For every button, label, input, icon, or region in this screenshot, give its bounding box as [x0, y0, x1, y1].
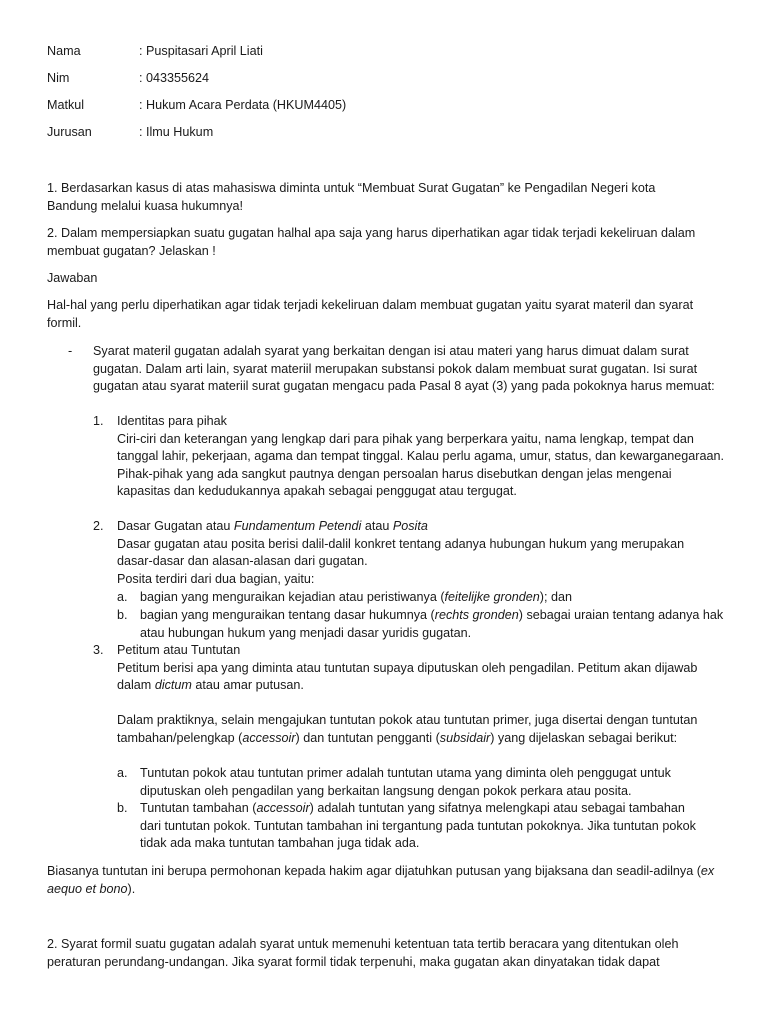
item-3-para-2-part-2: accessoir	[242, 730, 296, 745]
item-3b-part-1: Tuntutan tambahan (	[140, 801, 257, 815]
matkul-label: Matkul	[47, 98, 85, 112]
question-2: 2. Dalam mempersiapkan suatu gugatan halhal apa saja yang harus diperhatikan agar tidak terjadi kekeliruan dalam membuat gugatan? Jelaskan !	[47, 226, 696, 258]
item-3-para-1-part-2: dictum	[154, 678, 192, 692]
item-2a-label: a.	[117, 590, 128, 604]
nama-label: Nama	[47, 44, 81, 58]
item-3-para-2-part-1: Dalam praktiknya, selain mengajukan tuntutan pokok atau tuntutan primer, juga disertai dengan tuntutan tambahan/pelengkap (	[117, 713, 698, 745]
item-3-para-2-part-4: subsidair	[439, 730, 491, 745]
item-1-title: Identitas para pihak	[117, 414, 227, 428]
item-2b-part-3: ) sebagai uraian tentang adanya hak atau hubungan hukum yang menjadi dasar yuridis gugatan.	[140, 608, 724, 640]
item-2	[117, 518, 717, 588]
header-matkul-row	[47, 97, 346, 115]
question-1: 1. Berdasarkan kasus di atas mahasiswa diminta untuk “Membuat Surat Gugatan” ke Pengadilan Negeri kota Bandung melalui kuasa hukumnya!	[47, 181, 656, 213]
biasanya-part-3: ).	[127, 881, 136, 896]
jurusan-value: : Ilmu Hukum	[139, 125, 214, 139]
syarat-formil-paragraph: 2. Syarat formil suatu gugatan adalah syarat untuk memenuhi ketentuan tata tertib beracara yang ditentukan oleh peraturan perundang-undangan. Jika syarat formil tidak terpenuhi, maka gugatan akan dinyatakan tidak dapat	[47, 937, 679, 969]
nim-value: : 043355624	[139, 71, 210, 85]
item-2-title-part-3: atau	[361, 519, 393, 533]
item-3-para-1	[117, 660, 727, 695]
header-nim-row	[47, 70, 209, 88]
biasanya-paragraph	[47, 863, 727, 898]
item-3b-part-3: ) adalah tuntutan yang sifatnya melengkapi atau sebagai tambahan dari tuntutan pokok. Tuntutan tambahan ini tergantung pada tuntutan pokoknya. Jika tuntutan pokok tidak ada maka tuntutan tambahan juga tidak ada.	[140, 801, 696, 850]
item-2b-label: b.	[117, 608, 128, 622]
nama-value: : Puspitasari April Liati	[139, 44, 263, 58]
item-3b-part-2: accessoir	[256, 801, 310, 815]
item-2a-part-2: feitelijke gronden	[444, 590, 540, 604]
item-2-title-part-4: Posita	[392, 519, 428, 533]
biasanya-part-1: Biasanya tuntutan ini berupa permohonan kepada hakim agar dijatuhkan putusan yang bijaksana dan seadil-adilnya (	[47, 864, 701, 878]
biasanya-part-2: ex aequo et bono	[47, 864, 715, 896]
nim-label: Nim	[47, 71, 70, 85]
item-3a-text: Tuntutan pokok atau tuntutan primer adalah tuntutan utama yang diminta oleh penggugat untuk diputuskan oleh pengadilan yang berkaitan langsung dengan pokok perkara atau posita.	[140, 766, 671, 798]
item-2-para-2: Posita terdiri dari dua bagian, yaitu:	[117, 571, 315, 586]
item-2-title	[117, 518, 717, 536]
item-2b-part-2: rechts gronden	[434, 608, 519, 622]
item-3-para-2-part-3: ) dan tuntutan pengganti (	[295, 730, 440, 745]
answer-intro: Hal-hal yang perlu diperhatikan agar tidak terjadi kekeliruan dalam membuat gugatan yaitu syarat materil dan syarat formil.	[47, 298, 694, 330]
item-2b-text	[140, 607, 725, 642]
item-2-para-1: Dasar gugatan atau posita berisi dalil-dalil konkret tentang adanya hubungan hukum yang merupakan dasar-dasar dan alasan-alasan dari gugatan.	[117, 536, 685, 568]
item-1-para-2: Pihak-pihak yang ada sangkut pautnya dengan persoalan harus disebutkan dengan jelas mengenai kapasitas dan kedudukannya apakah sebagai penggugat atau tergugat.	[117, 466, 672, 498]
item-3-para-2-part-5: ) yang dijelaskan sebagai berikut:	[490, 730, 678, 745]
header-jurusan-row	[47, 124, 213, 142]
answer-heading: Jawaban	[47, 271, 98, 285]
item-1-para-1: Ciri-ciri dan keterangan yang lengkap dari para pihak yang berperkara yaitu, nama lengkap, tempat dan tanggal lahir, pekerjaan, agama dan tempat tinggal. Kalau perlu agama, umur, status, dan kewarganegaraan.	[117, 431, 724, 463]
item-3-para-1-part-1: Petitum berisi apa yang diminta atau tuntutan supaya diputuskan oleh pengadilan. Petitum akan dijawab dalam	[117, 660, 698, 692]
item-2-title-part-2: Fundamentum Petendi	[233, 519, 362, 533]
item-3b-label: b.	[117, 801, 128, 815]
item-1	[117, 413, 727, 501]
item-2b-part-1: bagian yang menguraikan tentang dasar hukumnya (	[140, 608, 435, 622]
item-3-para-2	[117, 712, 717, 747]
syarat-materil-text: Syarat materil gugatan adalah syarat yang berkaitan dengan isi atau materi yang harus dimuat dalam surat gugatan. Dalam arti lain, syarat materiil merupakan substansi pokok dalam membuat surat gugatan. Isi surat gugatan atau syarat materiil surat gugatan mengacu pada Pasal 8 ayat (3) yang pada pokoknya harus memuat:	[93, 344, 715, 393]
item-3-number: 3.	[93, 643, 104, 657]
item-3-title: Petitum atau Tuntutan	[117, 643, 241, 657]
matkul-value: : Hukum Acara Perdata (HKUM4405)	[139, 98, 347, 112]
list-dash: -	[68, 344, 73, 358]
item-3b-text	[140, 800, 705, 853]
item-2a-text	[140, 589, 725, 607]
item-3-para-1-part-3: atau amar putusan.	[191, 678, 304, 692]
item-2-title-part-1: Dasar Gugatan atau	[117, 519, 234, 533]
item-3a-label: a.	[117, 766, 128, 780]
jurusan-label: Jurusan	[47, 125, 92, 139]
item-2a-part-1: bagian yang menguraikan kejadian atau peristiwanya (	[140, 590, 445, 604]
item-2-number: 2.	[93, 519, 104, 533]
header-nama-row	[47, 43, 263, 61]
item-2a-part-3: ); dan	[539, 590, 572, 604]
item-1-number: 1.	[93, 414, 104, 428]
item-3	[117, 642, 727, 695]
